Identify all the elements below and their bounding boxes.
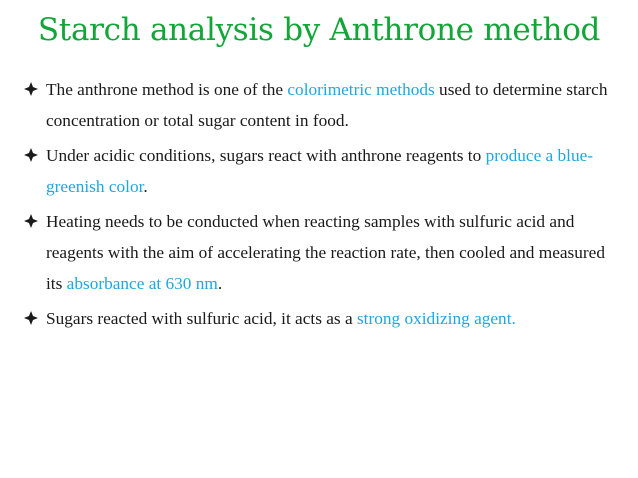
bullet-text: . [217, 274, 223, 293]
bullet-highlight: absorbance at 630 nm [66, 274, 218, 293]
bullet-text: Heating needs to be conducted when reacting samples with sulfuric acid and reagents with the aim of accelerating the reaction rate, then cooled and measured its [46, 212, 605, 293]
slide-title: Starch analysis by Anthrone method [37, 12, 601, 48]
bullet-item [24, 140, 620, 202]
bullet-text: The anthrone method is one of the [46, 80, 288, 99]
diamond-bullet-icon [24, 148, 38, 162]
bullet-text: Under acidic conditions, sugars react with anthrone reagents to [46, 146, 486, 165]
diamond-bullet-icon [24, 82, 38, 96]
bullet-item [24, 206, 620, 299]
bullet-highlight: strong oxidizing agent. [356, 309, 516, 328]
bullet-item [24, 303, 620, 334]
bullet-list [24, 74, 620, 338]
bullet-item [24, 74, 620, 136]
bullet-highlight: produce a blue-greenish color [46, 146, 594, 196]
bullet-text: Sugars reacted with sulfuric acid, it acts as a [46, 309, 357, 328]
diamond-bullet-icon [24, 311, 38, 325]
bullet-text: . [143, 177, 148, 196]
bullet-highlight: colorimetric methods [287, 80, 435, 99]
diamond-bullet-icon [24, 214, 38, 228]
bullet-text: used to determine starch concentration or total sugar content in food. [46, 80, 608, 130]
